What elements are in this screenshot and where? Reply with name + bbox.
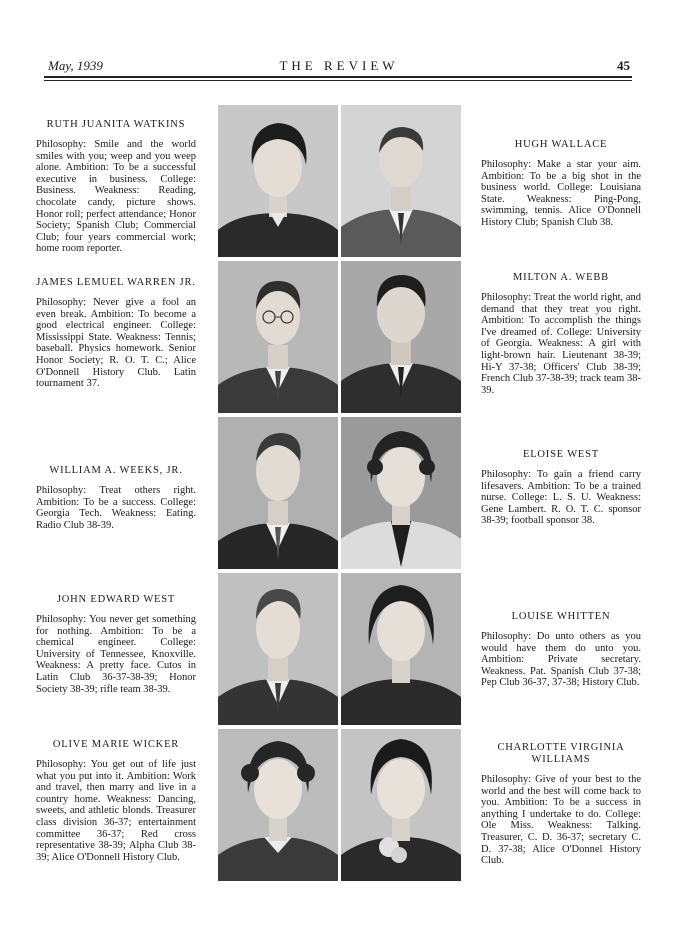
senior-name: MILTON A. WEBB xyxy=(513,272,609,283)
portrait-photo-williams xyxy=(341,729,461,881)
senior-bio: Philosophy: Never give a fool an even break. Ambition: To become a good electrical engineer. College: Mississippi State. Weakness: Tennis; baseball. Physics homework. Senior Honor Society; R. O. T. C.; Alice O'Donnell History Club. Latin tournament 37. xyxy=(36,297,196,390)
senior-bio: Philosophy: Treat others right. Ambition: To be a success. College: Georgia Tech. Weakness: Eating. Radio Club 38-39. xyxy=(36,485,196,531)
senior-name: HUGH WALLACE xyxy=(514,139,608,150)
senior-bio: Philosophy: You never get something for nothing. Ambition: To be a chemical engineer. College: University of Tennessee, Knoxville. Weakness: A pretty face. Cutos in Latin Club 36-37-38-39; Honor Society 38-39; rifle team 38-39. xyxy=(36,614,196,695)
senior-name: LOUISE WHITTEN xyxy=(511,611,611,622)
senior-name: JAMES LEMUEL WARREN JR. xyxy=(36,277,196,288)
portrait-photo-weeks xyxy=(218,417,338,569)
senior-entry-wicker xyxy=(36,739,196,863)
header-title: THE REVIEW xyxy=(279,58,399,73)
senior-entry-watkins xyxy=(36,119,196,255)
header-date: May, 1939 xyxy=(48,58,103,73)
portrait-photo-webb xyxy=(341,261,461,413)
senior-entry-eloise-west xyxy=(481,449,641,527)
senior-entry-wallace xyxy=(481,139,641,229)
senior-bio: Philosophy: To gain a friend carry lifesavers. Ambition: To be a trained nurse. College: L. S. U. Weakness: Gene Lambert. R. O. T. C. sponsor 38-39; football sponsor 38. xyxy=(481,469,641,527)
senior-bio: Philosophy: Do unto others as you would have them do unto you. Ambition: Private secretary. Weakness. Pat. Spanish Club 37-38; Pep Club 36-37, 37-38; History Club. xyxy=(481,631,641,689)
header-rule-thin xyxy=(44,80,632,81)
senior-bio: Philosophy: Make a star your aim. Ambition: To be a big shot in the business world. College: Louisiana State. Weakness: Ping-Pong, swimming, tennis. Alice O'Donnell History Club; Spanish Club 38. xyxy=(481,159,641,228)
portrait-photo-eloise-west xyxy=(341,417,461,569)
senior-entry-warren xyxy=(36,277,196,390)
senior-bio: Philosophy: Treat the world right, and demand that they treat you right. Ambition: To accomplish the things I've dreamed of. College: University of Georgia. Weakness: A girl with light-brown hair. Lieutenant 38-39; Hi-Y 37-38; Officers' Club 38-39; French Club 37-38-39; track team 38-39. xyxy=(481,292,641,396)
portrait-photo-wallace xyxy=(341,105,461,257)
header-rule xyxy=(44,76,632,78)
senior-entry-webb xyxy=(481,272,641,396)
senior-name: RUTH JUANITA WATKINS xyxy=(46,119,186,130)
senior-name: ELOISE WEST xyxy=(523,449,599,460)
senior-entry-williams xyxy=(481,742,641,867)
senior-name: CHARLOTTE VIRGINIA WILLIAMS xyxy=(497,742,625,765)
senior-bio: Philosophy: Give of your best to the world and the best will come back to you. Ambition: To be a success in anything I undertake to do. College: Ole Miss. Weakness: Talking. Treasurer, C. D. 36-37; secretary C. D. 37-38; Alice O'Donnel History Club. xyxy=(481,774,641,867)
page-header xyxy=(48,58,630,76)
senior-name: WILLIAM A. WEEKS, JR. xyxy=(49,465,183,476)
senior-name: JOHN EDWARD WEST xyxy=(56,594,176,605)
senior-bio: Philosophy: You get out of life just what you put into it. Ambition: Work and travel, then marry and live in a country home. Weakness: Dancing, sweets, and athletic blonds. Treasurer class division 36-37; entertainment committee 36-37; Red cross representative 38-39; Alpha Club 38-39; Alice O'Donnell History Club. xyxy=(36,759,196,863)
senior-bio: Philosophy: Smile and the world smiles with you; weep and you weep alone. Ambition: To be a successful executive in business. College: Business. Weakness: Reading, chocolate candy, picture shows. Honor roll; perfect attendance; Honor Society; Spanish Club; Commercial Club; four years commercial work; home room reporter. xyxy=(36,139,196,255)
senior-entry-john-west xyxy=(36,594,196,695)
page-number: 45 xyxy=(617,58,630,73)
portrait-photo-wicker xyxy=(218,729,338,881)
portrait-photo-whitten xyxy=(341,573,461,725)
senior-name: OLIVE MARIE WICKER xyxy=(52,739,180,750)
portrait-photo-warren xyxy=(218,261,338,413)
senior-entry-whitten xyxy=(481,611,641,689)
portrait-photo-watkins xyxy=(218,105,338,257)
portrait-photo-john-west xyxy=(218,573,338,725)
senior-entry-weeks xyxy=(36,465,196,531)
